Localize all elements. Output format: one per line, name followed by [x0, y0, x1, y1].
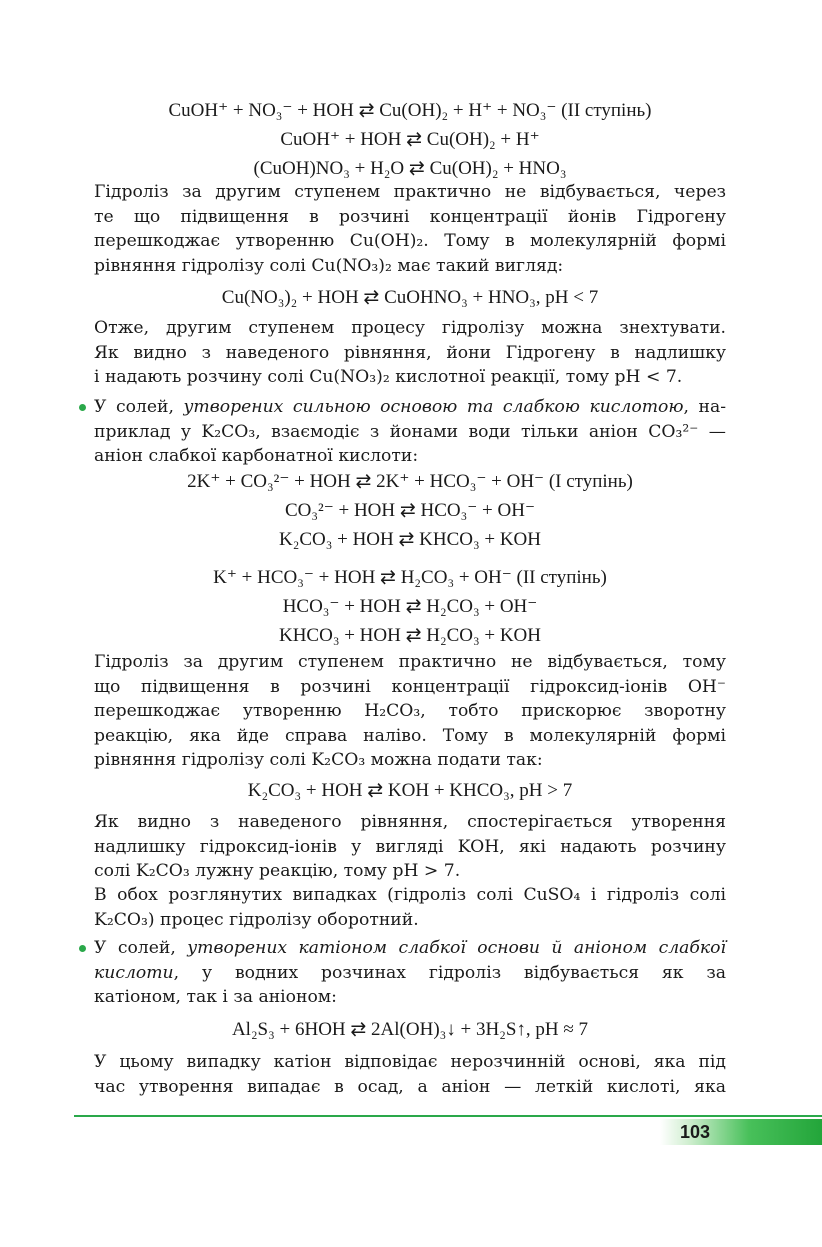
- equation-k2co3-hydrolysis: K₂CO₃ + HOH ⇄ KOH + KHCO₃, pH > 7: [247, 780, 573, 801]
- text-suffix: , на-: [683, 397, 726, 417]
- text-line: те що підвищення в розчині концентрації йонів Гідрогену: [94, 206, 726, 227]
- italic-term: утворених катіоном слабкої основи й аніоном слабкої: [187, 938, 726, 958]
- bullet-icon: [79, 945, 86, 952]
- paragraph-conclusion-k: [94, 810, 726, 884]
- text-line: солі K₂CO₃ лужну реакцію, тому pH > 7.: [94, 861, 461, 882]
- paragraph-al2s3-explanation: [94, 1050, 726, 1099]
- text-prefix: У солей,: [94, 397, 184, 417]
- text-line: Отже, другим ступенем процесу гідролізу можна знехтувати.: [94, 318, 726, 338]
- text-line: [94, 936, 726, 961]
- paragraph-weak-base-weak-acid: [94, 936, 726, 1010]
- text-line: K₂CO₃) процес гідролізу оборотний.: [94, 909, 419, 930]
- equation-co3-ionic: CO₃²⁻ + HOH ⇄ HCO₃⁻ + OH⁻: [285, 500, 535, 521]
- text-line: аніон слабкої карбонатної кислоти:: [94, 446, 419, 467]
- equation-cu-no3-hydrolysis: Cu(NO₃)₂ + HOH ⇄ CuOHNO₃ + HNO₃, pH < 7: [221, 287, 599, 308]
- text-line: катіоном, так і за аніоном:: [94, 987, 337, 1008]
- equation-k2co3-first-step: 2K⁺ + CO₃²⁻ + HOH ⇄ 2K⁺ + HCO₃⁻ + OH⁻ (I ступінь): [187, 471, 633, 492]
- text-line: і надають розчину солі Cu(NO₃)₂ кислотної реакції, тому pH < 7.: [94, 367, 683, 388]
- text-line: приклад у K₂CO₃, взаємодіє з йонами води тільки аніон CO₃²⁻ —: [94, 421, 726, 442]
- footer-divider: [74, 1115, 822, 1117]
- italic-term: утворених сильною основою та слабкою кислотою: [183, 397, 684, 417]
- equation-cuoh-no3-second-step: CuOH⁺ + NO₃⁻ + HOH ⇄ Cu(OH)₂ + H⁺ + NO₃⁻ (II ступінь): [168, 100, 652, 121]
- text-line: перешкоджає утворенню H₂CO₃, тобто прискорює зворотну: [94, 701, 726, 722]
- equation-al2s3-hydrolysis: Al₂S₃ + 6HOH ⇄ 2Al(OH)₃↓ + 3H₂S↑, pH ≈ 7: [231, 1019, 589, 1040]
- text-line: [94, 395, 726, 420]
- text-line: Гідроліз за другим ступенем практично не відбувається, тому: [94, 652, 726, 672]
- text-line: У цьому випадку катіон відповідає нерозчинній основі, яка під: [94, 1052, 726, 1072]
- equation-k2co3-molecular: K₂CO₃ + HOH ⇄ KHCO₃ + KOH: [278, 529, 541, 550]
- text-suffix: , у водних розчинах гідроліз відбувається як за: [173, 962, 726, 983]
- text-line: перешкоджає утворенню Cu(OH)₂. Тому в молекулярній формі: [94, 231, 726, 252]
- paragraph-strong-base-weak-acid: [94, 395, 726, 469]
- text-line: час утворення випадає в осад, а аніон — леткій кислоті, яка: [94, 1076, 726, 1097]
- equation-cuoh-no3-molecular: (CuOH)NO₃ + H₂O ⇄ Cu(OH)₂ + HNO₃: [253, 158, 567, 179]
- text-line: надлишку гідроксид-іонів у вигляді KOH, які надають розчину: [94, 836, 726, 857]
- text-line: Гідроліз за другим ступенем практично не відбувається, через: [94, 182, 726, 202]
- equation-cuoh-ionic: CuOH⁺ + HOH ⇄ Cu(OH)₂ + H⁺: [280, 129, 540, 150]
- text-line: В обох розглянутих випадках (гідроліз солі CuSO₄ і гідроліз солі: [94, 885, 726, 905]
- bullet-icon: [79, 404, 86, 411]
- text-line: Як видно з наведеного рівняння, йони Гідрогену в надлишку: [94, 342, 726, 363]
- italic-term: кислоти: [94, 962, 174, 983]
- text-prefix: У солей,: [94, 938, 188, 958]
- equation-hco3-second-step: K⁺ + HCO₃⁻ + HOH ⇄ H₂CO₃ + OH⁻ (II ступінь): [213, 567, 607, 588]
- equation-hco3-ionic: HCO₃⁻ + HOH ⇄ H₂CO₃ + OH⁻: [282, 596, 538, 617]
- paragraph-second-step-k: [94, 650, 726, 773]
- paragraph-second-step-cu: [94, 180, 726, 278]
- text-line: що підвищення в розчині концентрації гідроксид-іонів OH⁻: [94, 676, 726, 697]
- equation-khco3-molecular: KHCO₃ + HOH ⇄ H₂CO₃ + KOH: [278, 625, 541, 646]
- page-number: 103: [680, 1122, 711, 1142]
- text-line: рівняння гідролізу солі K₂CO₃ можна подати так:: [94, 750, 543, 771]
- paragraph-conclusion-cu: [94, 316, 726, 390]
- text-line: реакцію, яка йде справа наліво. Тому в молекулярній формі: [94, 725, 726, 746]
- text-line: [94, 961, 726, 986]
- text-line: Як видно з наведеного рівняння, спостерігається утворення: [94, 812, 726, 832]
- paragraph-both-cases: [94, 883, 726, 932]
- text-line: рівняння гідролізу солі Cu(NO₃)₂ має такий вигляд:: [94, 255, 564, 276]
